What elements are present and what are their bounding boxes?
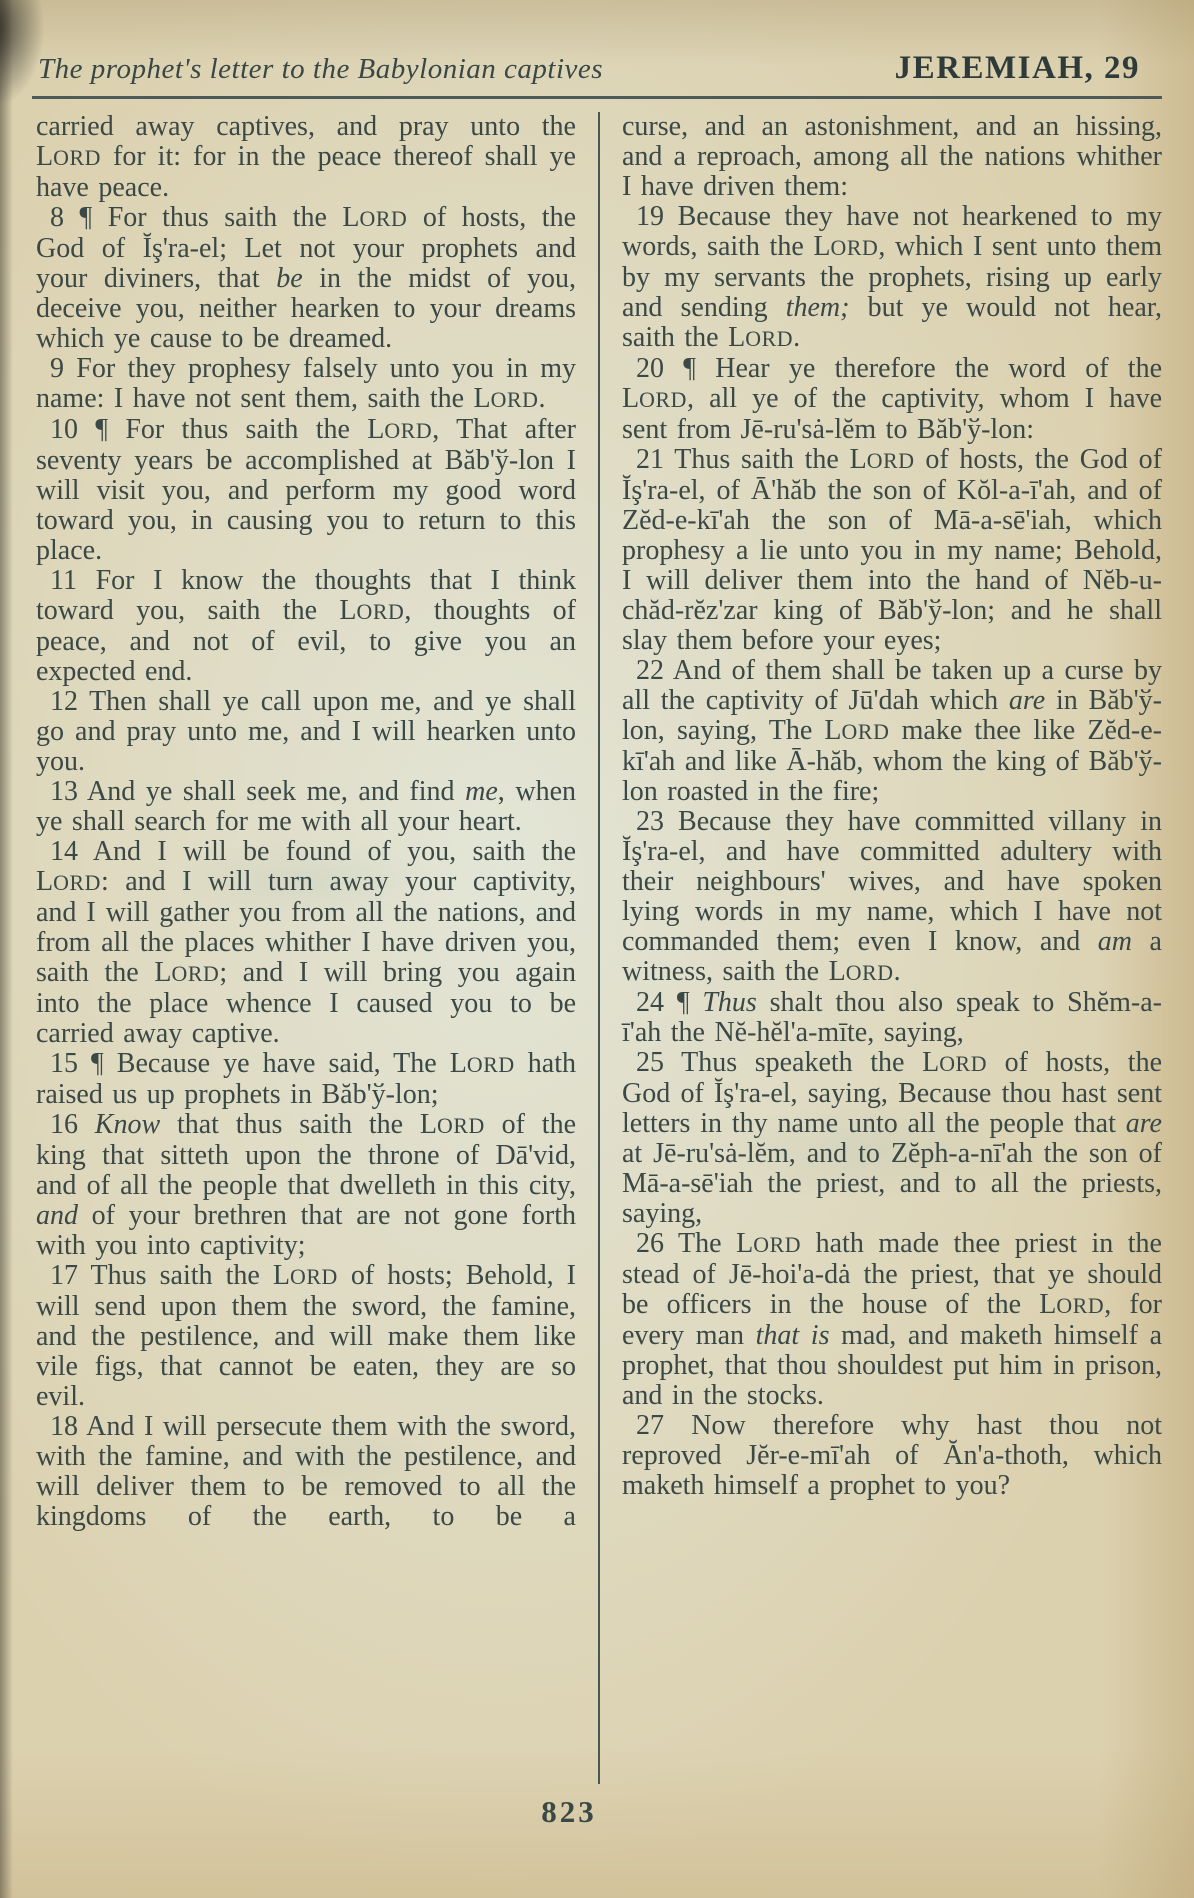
verse-paragraph: 10 ¶ For thus saith the LORD, That after seventy years be accomplished at Băb'ў-lon I will visit you, and perform my good word toward you, in causing you to return to this place.	[36, 414, 576, 566]
verse-paragraph: 22 And of them shall be taken up a curse by all the captivity of Jū'dah which are in Băb'ў-lon, saying, The LORD make thee like Zĕd-e-kī'ah and like Ā-hăb, whom the king of Băb'ў-lon roasted in the fire;	[622, 655, 1162, 807]
verse-paragraph: carried away captives, and pray unto the LORD for it: for in the peace thereof shall ye have peace.	[36, 111, 576, 203]
verse-paragraph: 21 Thus saith the LORD of hosts, the God of Ĭş'ra-el, of Ā'hăb the son of Kŏl-a-ī'ah, and of Zĕd-e-kī'ah the son of Mā-a-sē'iah, which prophesy a lie unto you in my name; Behold, I will deliver them into the hand of Nĕb-u-chăd-rĕz'zar king of Băb'ў-lon; and he shall slay them before your eyes;	[622, 444, 1163, 656]
text-column-left	[36, 112, 576, 1792]
text-column-right	[622, 112, 1162, 1792]
verse-paragraph: 27 Now therefore why hast thou not reproved Jĕr-e-mī'ah of Ăn'a-thoth, which maketh himself a prophet to you?	[622, 1410, 1162, 1501]
book-chapter-heading: JEREMIAH, 29	[894, 50, 1140, 86]
verse-paragraph: 11 For I know the thoughts that I think toward you, saith the LORD, thoughts of peace, and not of evil, to give you an expected end.	[36, 565, 576, 687]
verse-paragraph: 15 ¶ Because ye have said, The LORD hath raised us up prophets in Băb'ў-lon;	[36, 1048, 576, 1110]
verse-paragraph: 23 Because they have committed villany in Ĭş'ra-el, and have committed adultery with their neighbours' wives, and have spoken lying words in my name, which I have not commanded them; even I know, and am a witness, saith the LORD.	[622, 806, 1162, 987]
verse-paragraph: 26 The LORD hath made thee priest in the stead of Jē-hoi'a-dȧ the priest, that ye should be officers in the house of the LORD, for every man that is mad, and maketh himself a prophet, that thou shouldest put him in prison, and in the stocks.	[622, 1228, 1163, 1411]
text-columns	[0, 99, 1194, 1792]
verse-paragraph: 17 Thus saith the LORD of hosts; Behold, I will send upon them the sword, the famine, and the pestilence, and will make them like vile figs, that cannot be eaten, they are so evil.	[36, 1260, 576, 1412]
verse-paragraph: 13 And ye shall seek me, and find me, when ye shall search for me with all your heart.	[36, 776, 576, 837]
verse-paragraph: 20 ¶ Hear ye therefore the word of the LORD, all ye of the captivity, whom I have sent from Jē-ru'sȧ-lĕm to Băb'ў-lon:	[622, 353, 1162, 445]
page-number: 823	[541, 1794, 597, 1829]
verse-paragraph: curse, and an astonishment, and an hissing, and a reproach, among all the nations whither I have driven them:	[622, 111, 1162, 202]
page-header	[0, 0, 1194, 87]
verse-paragraph: 14 And I will be found of you, saith the LORD: and I will turn away your captivity, and I will gather you from all the nations, and from all the places whither I have driven you, saith the LORD; and I will bring you again into the place whence I caused you to be carried away captive.	[36, 836, 576, 1049]
verse-paragraph: 18 And I will persecute them with the sword, with the famine, and with the pestilence, and will deliver them to be removed to all the kingdoms of the earth, to be a	[36, 1411, 576, 1532]
verse-paragraph: 25 Thus speaketh the LORD of hosts, the God of Ĭş'ra-el, saying, Because thou hast sent letters in thy name unto all the people that are at Jē-ru'sȧ-lĕm, and to Zĕph-a-nī'ah the son of Mā-a-sē'iah the priest, and to all the priests, saying,	[622, 1047, 1162, 1229]
verse-paragraph: 12 Then shall ye call upon me, and ye shall go and pray unto me, and I will hearken unto you.	[36, 686, 576, 777]
verse-paragraph: 16 Know that thus saith the LORD of the king that sitteth upon the throne of Dā'vid, and of all the people that dwelleth in this city, and of your brethren that are not gone forth with you into captivity;	[36, 1109, 577, 1261]
verse-paragraph: 8 ¶ For thus saith the LORD of hosts, the God of Ĭş'ra-el; Let not your prophets and your diviners, that be in the midst of you, deceive you, neither hearken to your dreams which ye cause to be dreamed.	[36, 202, 576, 354]
verse-paragraph: 9 For they prophesy falsely unto you in my name: I have not sent them, saith the LORD.	[36, 353, 576, 414]
running-head: The prophet's letter to the Babylonian captives	[38, 53, 604, 85]
verse-paragraph: 19 Because they have not hearkened to my words, saith the LORD, which I sent unto them by my servants the prophets, rising up early and sending them; but ye would not hear, saith the LORD.	[622, 201, 1162, 353]
verse-paragraph: 24 ¶ Thus shalt thou also speak to Shĕm-a-ī'ah the Nĕ-hĕl'a-mīte, saying,	[622, 987, 1162, 1048]
column-divider	[598, 112, 600, 1784]
